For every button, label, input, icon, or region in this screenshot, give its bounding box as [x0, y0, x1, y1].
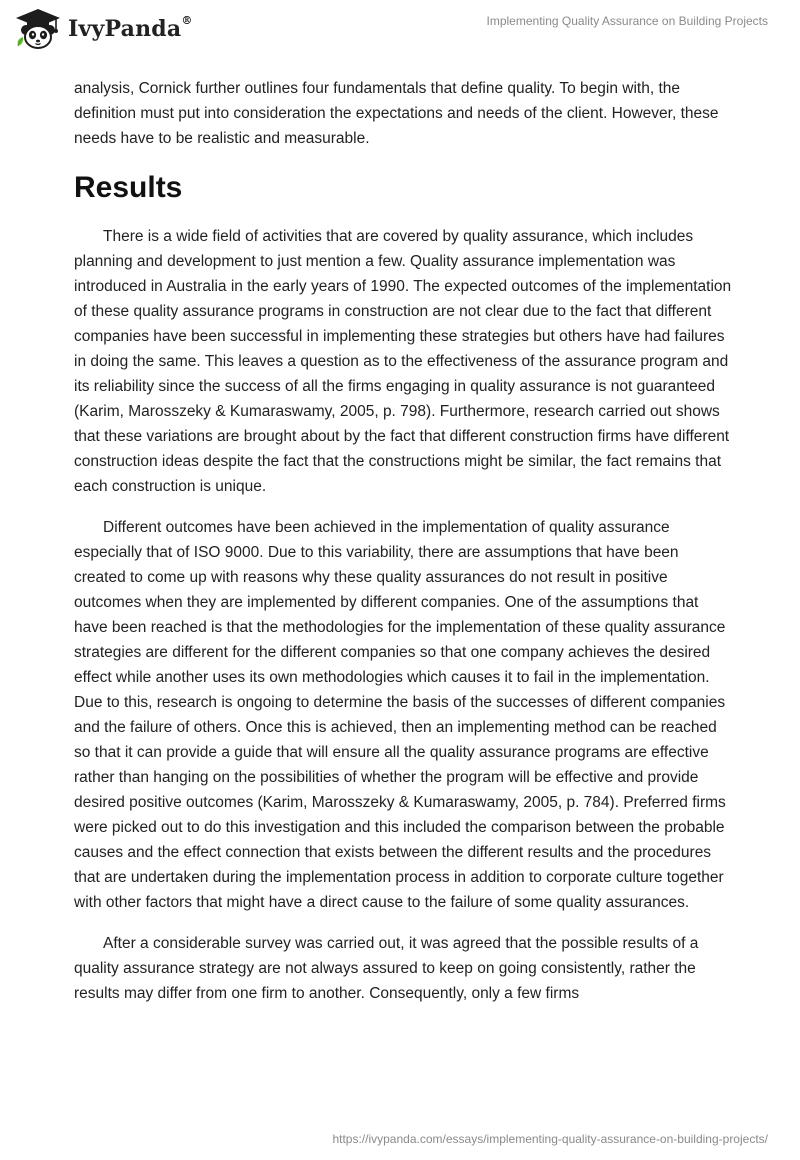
source-url[interactable]: https://ivypanda.com/essays/implementing-quality-assurance-on-building-projects/ — [332, 1132, 768, 1146]
panda-graduate-icon — [14, 8, 62, 50]
brand-logo[interactable] — [14, 8, 193, 50]
body-paragraph: Different outcomes have been achieved in the implementation of quality assurance especially that of ISO 9000. Due to this variability, there are assumptions that have been created to come up with reasons why these quality assurances do not result in positive outcomes when they are implemented by different companies. One of the assumptions that have been reached is that the methodologies for the implementation of these quality assurance strategies are different for the different companies so that one company achieves the desired effect while another uses its own methodologies which causes it to fail in the implementation. Due to this, research is ongoing to determine the basis of the successes of different companies and the failure of others. Once this is achieved, then an implementing method can be reached so that it can provide a guide that will ensure all the quality assurance programs are effective rather than hanging on the possibilities of whether the program will be effective and provide desired positive outcomes (Karim, Marosszeky & Kumaraswamy, 2005, p. 784). Preferred firms were picked out to do this investigation and this included the comparison between the probable causes and the effect connection that exists between the different results and the procedures that are undertaken during the implementation process in addition to corporate culture together with other factors that might have a direct cause to the failure of some quality assurances. — [74, 519, 726, 911]
brand-name: IvyPanda® — [68, 14, 193, 42]
page-header — [0, 0, 800, 64]
body-paragraph: After a considerable survey was carried out, it was agreed that the possible results of a quality assurance strategy are not always assured to keep on going consistently, rather the results may differ from one firm to another. Consequently, only a few firms — [74, 935, 699, 1002]
intro-paragraph: analysis, Cornick further outlines four fundamentals that define quality. To begin with, the definition must put into consideration the expectations and needs of the client. However, these needs have to be realistic and measurable. — [74, 80, 719, 147]
document-title: Implementing Quality Assurance on Building Projects — [486, 14, 768, 28]
essay-body — [74, 76, 734, 1006]
section-heading: Results — [74, 171, 183, 204]
registered-mark: ® — [181, 14, 193, 27]
body-paragraph: There is a wide field of activities that are covered by quality assurance, which includes planning and development to just mention a few. Quality assurance implementation was introduced in Australia in the early years of 1990. The expected outcomes of the implementation of these quality assurance programs in construction are not clear due to the fact that different companies have been successful in implementing these strategies but others have had failures in doing the same. This leaves a question as to the effectiveness of the assurance program and its reliability since the success of all the firms engaging in quality assurance is not guaranteed (Karim, Marosszeky & Kumaraswamy, 2005, p. 798). Furthermore, research carried out shows that these variations are brought about by the fact that different construction firms have different construction ideas despite the fact that the constructions might be similar, the fact remains that each construction is unique. — [74, 228, 732, 495]
